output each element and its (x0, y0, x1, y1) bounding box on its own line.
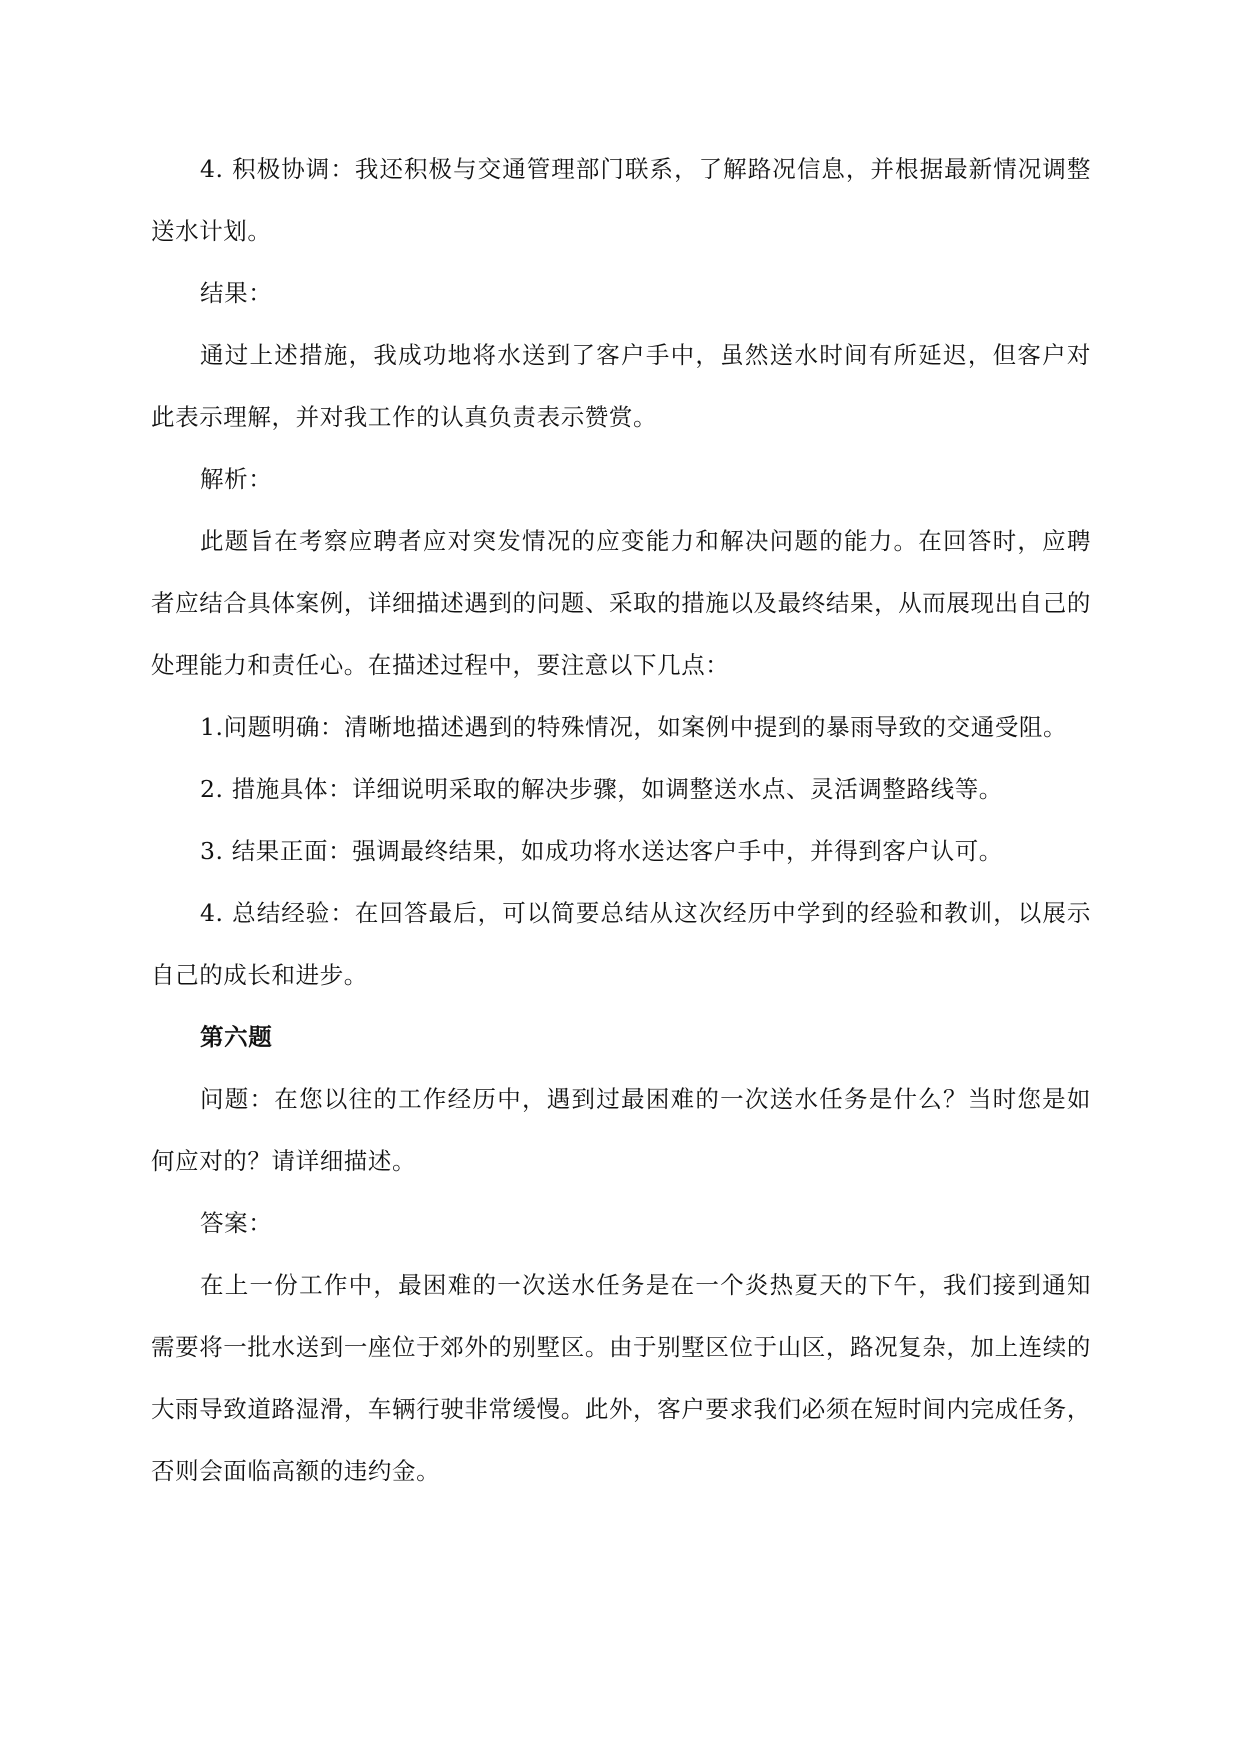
analysis-point-4: 4. 总结经验：在回答最后，可以简要总结从这次经历中学到的经验和教训，以展示自己的成长和进步。 (151, 899, 1091, 989)
paragraph-result: 通过上述措施，我成功地将水送到了客户手中，虽然送水时间有所延迟，但客户对此表示理解，并对我工作的认真负责表示赞赏。 (151, 341, 1091, 431)
answer-label: 答案： (200, 1209, 273, 1237)
analysis-point-2: 2. 措施具体：详细说明采取的解决步骤，如调整送水点、灵活调整路线等。 (200, 775, 1003, 803)
section-title: 第六题 (200, 1023, 273, 1051)
paragraph-analysis: 此题旨在考察应聘者应对突发情况的应变能力和解决问题的能力。在回答时，应聘者应结合具体案例，详细描述遇到的问题、采取的措施以及最终结果，从而展现出自己的处理能力和责任心。在描述过程中，要注意以下几点： (151, 527, 1091, 679)
result-label: 结果： (200, 279, 273, 307)
question-text: 问题：在您以往的工作经历中，遇到过最困难的一次送水任务是什么？当时您是如何应对的？请详细描述。 (151, 1085, 1091, 1175)
document-body (151, 138, 1091, 1502)
analysis-label: 解析： (200, 465, 273, 493)
paragraph-coordinate-step: 4. 积极协调：我还积极与交通管理部门联系，了解路况信息，并根据最新情况调整送水计划。 (151, 155, 1091, 245)
analysis-point-1: 1.问题明确：清晰地描述遇到的特殊情况，如案例中提到的暴雨导致的交通受阻。 (200, 713, 1068, 741)
answer-text: 在上一份工作中，最困难的一次送水任务是在一个炎热夏天的下午，我们接到通知需要将一批水送到一座位于郊外的别墅区。由于别墅区位于山区，路况复杂，加上连续的大雨导致道路湿滑，车辆行驶非常缓慢。此外，客户要求我们必须在短时间内完成任务，否则会面临高额的违约金。 (151, 1271, 1091, 1485)
analysis-point-3: 3. 结果正面：强调最终结果，如成功将水送达客户手中，并得到客户认可。 (200, 837, 1003, 865)
